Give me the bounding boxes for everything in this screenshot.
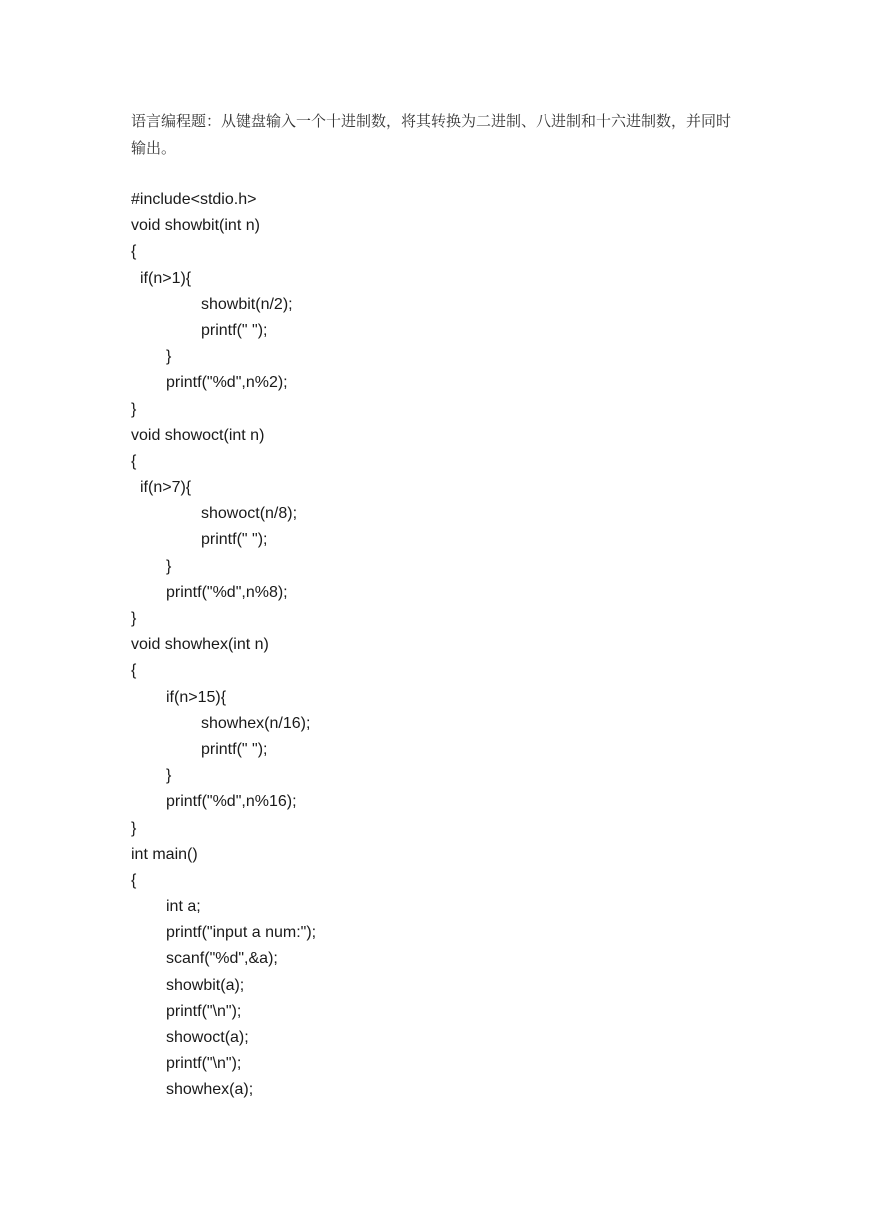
code-line: void showoct(int n): [131, 426, 265, 444]
code-line: }: [131, 400, 137, 418]
code-line: {: [131, 662, 137, 680]
code-line: }: [131, 610, 137, 627]
code-line: {: [131, 871, 137, 889]
code-line: }: [166, 767, 172, 785]
code-line: showbit(a);: [166, 976, 245, 994]
code-line: printf("\n");: [166, 1002, 242, 1020]
code-line: printf("\n");: [166, 1055, 242, 1073]
problem-statement-line: 输出。: [131, 139, 177, 157]
code-line: if(n>1){: [140, 269, 192, 287]
code-line: {: [131, 452, 137, 470]
code-line: scanf("%d",&a);: [166, 950, 278, 968]
code-line: printf(" ");: [201, 740, 268, 758]
code-line: printf("%d",n%2);: [166, 374, 288, 392]
problem-statement-line: 语言编程题：从键盘输入一个十进制数，将其转换为二进制、八进制和十六进制数，并同时: [131, 112, 732, 130]
code-line: showoct(a);: [166, 1029, 249, 1046]
code-line: void showhex(int n): [131, 636, 269, 654]
code-line: showoct(n/8);: [201, 505, 298, 523]
code-line: {: [131, 243, 137, 261]
code-line: }: [166, 557, 172, 575]
code-line: #include<stdio.h>: [131, 191, 257, 208]
code-line: int a;: [166, 898, 201, 916]
code-line: printf("%d",n%8);: [166, 583, 288, 601]
code-line: }: [166, 348, 172, 366]
code-line: }: [131, 819, 137, 837]
code-line: showhex(n/16);: [201, 714, 311, 732]
code-line: printf(" ");: [201, 321, 268, 339]
code-line: if(n>7){: [140, 479, 192, 497]
problem-statement: [131, 108, 751, 162]
code-line: printf("input a num:");: [166, 924, 317, 942]
code-line: printf("%d",n%16);: [166, 793, 297, 811]
code-line: if(n>15){: [166, 688, 227, 706]
code-line: showbit(n/2);: [201, 295, 293, 313]
code-listing: [131, 187, 316, 1104]
code-line: int main(): [131, 845, 198, 863]
code-line: showhex(a);: [166, 1081, 254, 1099]
code-line: printf(" ");: [201, 531, 268, 549]
code-line: void showbit(int n): [131, 217, 260, 235]
